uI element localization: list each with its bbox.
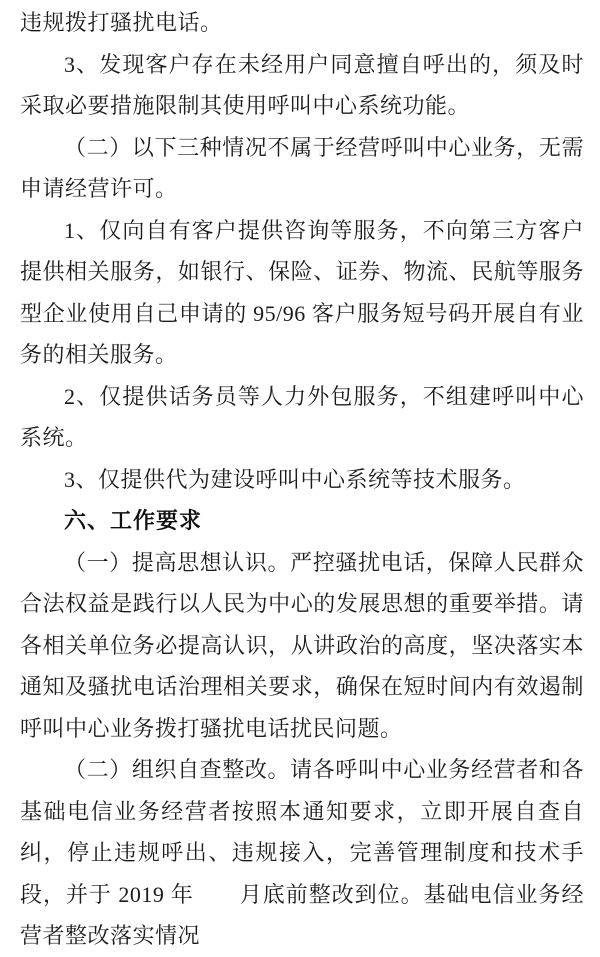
paragraph-requirement-1-awareness: （一）提高思想认识。严控骚扰电话，保障人民群众合法权益是践行以人民为中心的发展思想的重要举措。请各相关单位务必提高认识，从讲政治的高度，坚决落实本通知及骚扰电话治理相关要求，确保在短时间内有效遏制呼叫中心业务拨打骚扰电话扰民问题。 bbox=[20, 549, 584, 741]
paragraph-requirement-2-self-inspection: （二）组织自查整改。请各呼叫中心业务经营者和各基础电信业务经营者按照本通知要求，立即开展自查自纠，停止违规呼出、违规接入，完善管理制度和技术手段，并于 2019 年 月底前整改到位。基础电信业务经营者整改落实情况 bbox=[20, 757, 584, 948]
paragraph-continuation: 违规拨打骚扰电话。 bbox=[20, 10, 223, 35]
paragraph-item-3-limit-measures: 3、发现客户存在未经用户同意擅自呼出的，须及时采取必要措施限制其使用呼叫中心系统功能。 bbox=[20, 51, 584, 118]
paragraph-exemption-3-system-building: 3、仅提供代为建设呼叫中心系统等技术服务。 bbox=[64, 466, 526, 492]
paragraph-section-2-exemptions: （二）以下三种情况不属于经营呼叫中心业务，无需申请经营许可。 bbox=[20, 134, 584, 201]
paragraph-exemption-1-own-customers: 1、仅向自有客户提供咨询等服务，不向第三方客户提供相关服务，如银行、保险、证券、物流、民航等服务型企业使用自己申请的 95/96 客户服务短号码开展自有业务的相关服务。 bbox=[20, 217, 584, 367]
section-heading-work-requirements: 六、工作要求 bbox=[64, 508, 203, 533]
paragraph-exemption-2-staff-outsourcing: 2、仅提供话务员等人力外包服务，不组建呼叫中心系统。 bbox=[20, 383, 584, 450]
